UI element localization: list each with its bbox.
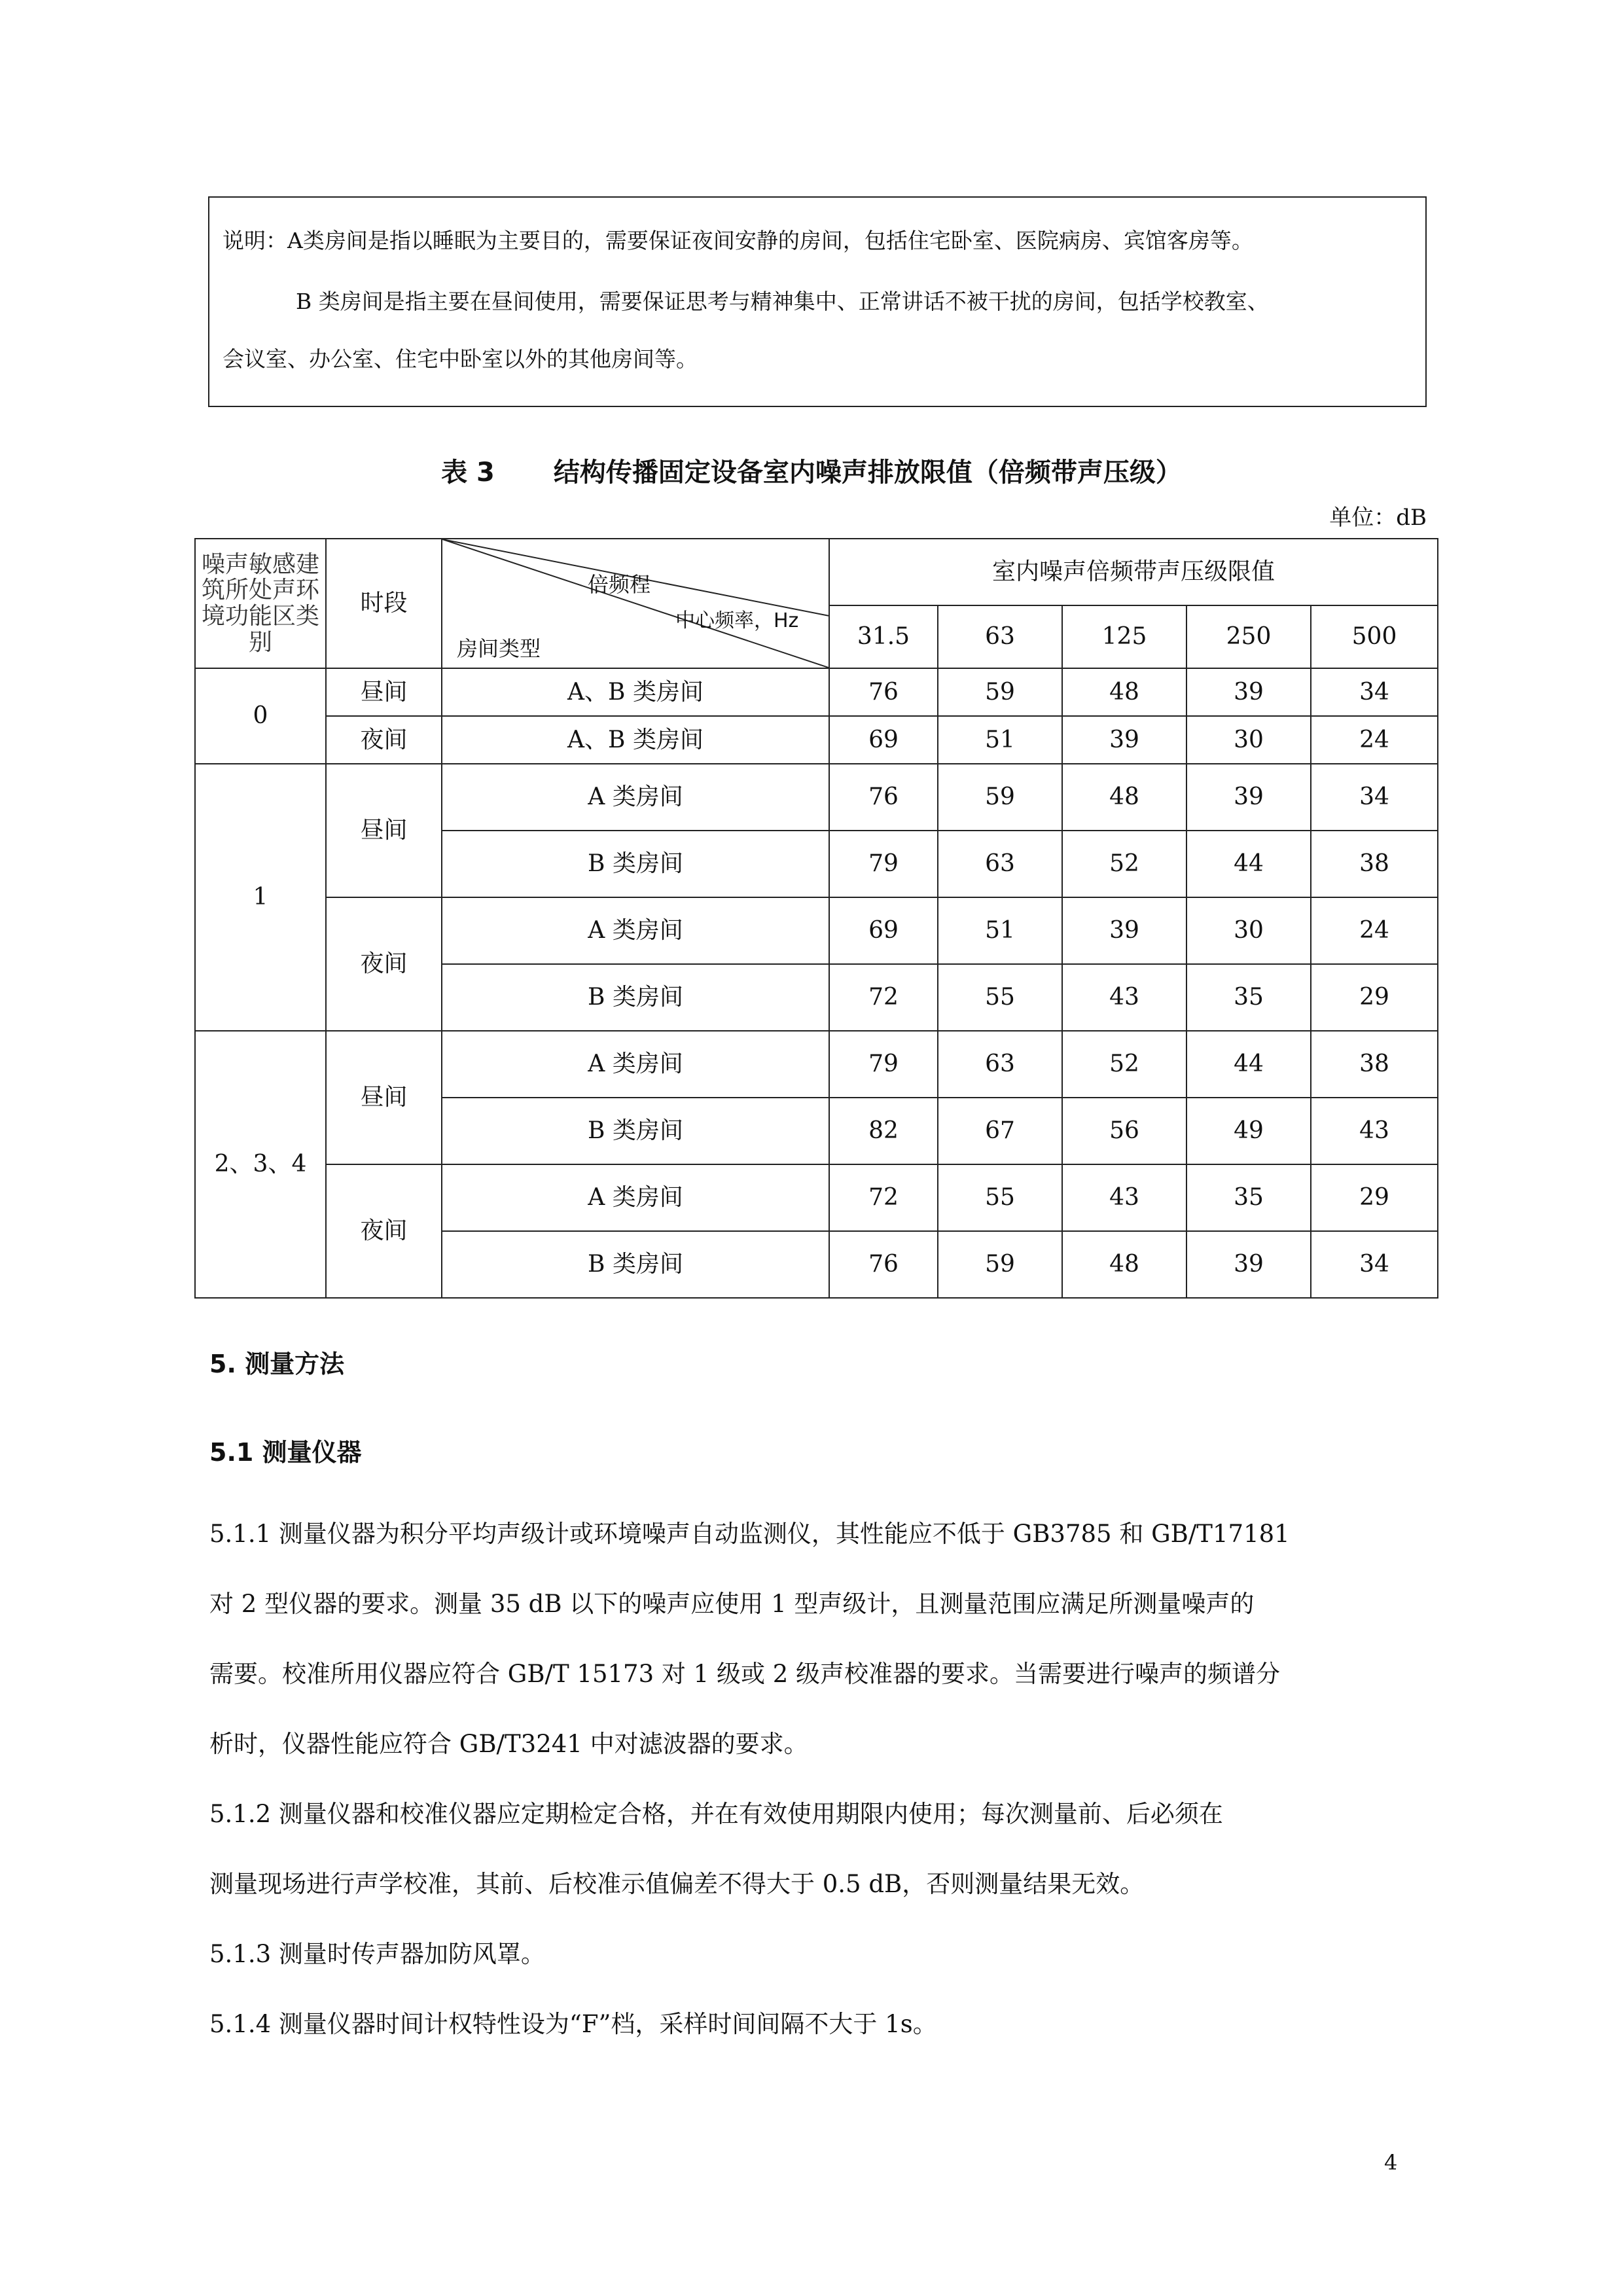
value-cell: 39: [1186, 1231, 1311, 1298]
value-cell: 56: [1062, 1098, 1186, 1164]
paragraph-line: 需要。校准所用仪器应符合 GB/T 15173 对 1 级或 2 级声校准器的要求。当需要进行噪声的频谱分: [209, 1660, 1281, 1688]
value-cell: 34: [1311, 668, 1438, 716]
value-cell: 59: [938, 1231, 1062, 1298]
value-cell: 72: [829, 1164, 938, 1231]
room-type: A 类房间: [442, 897, 829, 964]
value-cell: 48: [1062, 764, 1186, 831]
room-type: B 类房间: [442, 1231, 829, 1298]
note-line-2: B 类房间是指主要在昼间使用，需要保证思考与精神集中、正常讲话不被干扰的房间，包括学校教室、: [296, 289, 1269, 314]
room-type: A 类房间: [442, 764, 829, 831]
value-cell: 79: [829, 831, 938, 897]
value-cell: 30: [1186, 897, 1311, 964]
room-type: A 类房间: [442, 1164, 829, 1231]
value-cell: 69: [829, 897, 938, 964]
value-cell: 76: [829, 668, 938, 716]
zone-label: 2、3、4: [195, 1031, 326, 1298]
value-cell: 43: [1062, 1164, 1186, 1231]
header-octave: 倍频程: [588, 572, 651, 597]
paragraph-line: 5.1.4 测量仪器时间计权特性设为“F”档，采样时间间隔不大于 1s。: [209, 2010, 937, 2038]
table-title: [0, 452, 1623, 489]
value-cell: 76: [829, 764, 938, 831]
value-cell: 48: [1062, 668, 1186, 716]
value-cell: 55: [938, 964, 1062, 1031]
value-cell: 44: [1186, 1031, 1311, 1098]
value-cell: 43: [1311, 1098, 1438, 1164]
header-diagonal-cell: [442, 539, 829, 668]
period-label: 夜间: [326, 1164, 442, 1298]
header-period: 时段: [326, 539, 442, 668]
value-cell: 34: [1311, 1231, 1438, 1298]
header-limit-group: 室内噪声倍频带声压级限值: [829, 539, 1438, 605]
header-center-freq: 中心频率，Hz: [675, 609, 799, 632]
value-cell: 48: [1062, 1231, 1186, 1298]
noise-limit-table: [194, 538, 1438, 1299]
unit-label: 单位：dB: [1329, 505, 1427, 531]
paragraph-line: 5.1.3 测量时传声器加防风罩。: [209, 1940, 545, 1968]
value-cell: 63: [938, 1031, 1062, 1098]
paragraph-line: 测量现场进行声学校准，其前、后校准示值偏差不得大于 0.5 dB，否则测量结果无效。: [209, 1870, 1145, 1898]
note-line-3: 会议室、办公室、住宅中卧室以外的其他房间等。: [223, 346, 698, 372]
value-cell: 39: [1062, 716, 1186, 764]
value-cell: 38: [1311, 831, 1438, 897]
value-cell: 51: [938, 716, 1062, 764]
value-cell: 29: [1311, 964, 1438, 1031]
subsection-heading: 5.1 测量仪器: [209, 1438, 362, 1467]
room-type: A、B 类房间: [442, 716, 829, 764]
freq-header: 500: [1311, 605, 1438, 668]
period-label: 昼间: [326, 764, 442, 897]
room-type: B 类房间: [442, 831, 829, 897]
paragraph-line: 5.1.2 测量仪器和校准仪器应定期检定合格，并在有效使用期限内使用；每次测量前、后必须在: [209, 1800, 1223, 1828]
section-heading: 5. 测量方法: [209, 1350, 345, 1378]
value-cell: 44: [1186, 831, 1311, 897]
value-cell: 63: [938, 831, 1062, 897]
table-number: 表 3: [441, 457, 495, 488]
zone-label: 0: [195, 668, 326, 764]
paragraph-line: 对 2 型仪器的要求。测量 35 dB 以下的噪声应使用 1 型声级计，且测量范围应满足所测量噪声的: [209, 1590, 1255, 1618]
table-caption: 结构传播固定设备室内噪声排放限值（倍频带声压级）: [553, 457, 1182, 488]
period-label: 昼间: [326, 668, 442, 716]
note-line-1: 说明：A类房间是指以睡眠为主要目的，需要保证夜间安静的房间，包括住宅卧室、医院病房、宾馆客房等。: [223, 228, 1253, 253]
header-room-type: 房间类型: [457, 636, 541, 661]
value-cell: 49: [1186, 1098, 1311, 1164]
value-cell: 76: [829, 1231, 938, 1298]
freq-header: 63: [938, 605, 1062, 668]
paragraph-line: 析时，仪器性能应符合 GB/T3241 中对滤波器的要求。: [209, 1730, 808, 1758]
value-cell: 24: [1311, 897, 1438, 964]
value-cell: 29: [1311, 1164, 1438, 1231]
value-cell: 30: [1186, 716, 1311, 764]
value-cell: 67: [938, 1098, 1062, 1164]
note-box: [208, 196, 1427, 407]
value-cell: 72: [829, 964, 938, 1031]
value-cell: 43: [1062, 964, 1186, 1031]
period-label: 夜间: [326, 716, 442, 764]
value-cell: 51: [938, 897, 1062, 964]
freq-header: 125: [1062, 605, 1186, 668]
value-cell: 38: [1311, 1031, 1438, 1098]
freq-header: 250: [1186, 605, 1311, 668]
page-number: 4: [1384, 2150, 1398, 2175]
value-cell: 34: [1311, 764, 1438, 831]
value-cell: 39: [1062, 897, 1186, 964]
header-zone-category: 噪声敏感建筑所处声环境功能区类别: [195, 539, 326, 668]
room-type: B 类房间: [442, 964, 829, 1031]
value-cell: 82: [829, 1098, 938, 1164]
value-cell: 79: [829, 1031, 938, 1098]
room-type: B 类房间: [442, 1098, 829, 1164]
value-cell: 39: [1186, 668, 1311, 716]
value-cell: 55: [938, 1164, 1062, 1231]
value-cell: 52: [1062, 1031, 1186, 1098]
period-label: 昼间: [326, 1031, 442, 1164]
value-cell: 59: [938, 764, 1062, 831]
period-label: 夜间: [326, 897, 442, 1031]
value-cell: 69: [829, 716, 938, 764]
paragraph-line: 5.1.1 测量仪器为积分平均声级计或环境噪声自动监测仪，其性能应不低于 GB3785 和 GB/T17181: [209, 1520, 1290, 1548]
value-cell: 39: [1186, 764, 1311, 831]
zone-label: 1: [195, 764, 326, 1031]
room-type: A 类房间: [442, 1031, 829, 1098]
freq-header: 31.5: [829, 605, 938, 668]
value-cell: 24: [1311, 716, 1438, 764]
value-cell: 59: [938, 668, 1062, 716]
value-cell: 35: [1186, 964, 1311, 1031]
value-cell: 52: [1062, 831, 1186, 897]
room-type: A、B 类房间: [442, 668, 829, 716]
value-cell: 35: [1186, 1164, 1311, 1231]
